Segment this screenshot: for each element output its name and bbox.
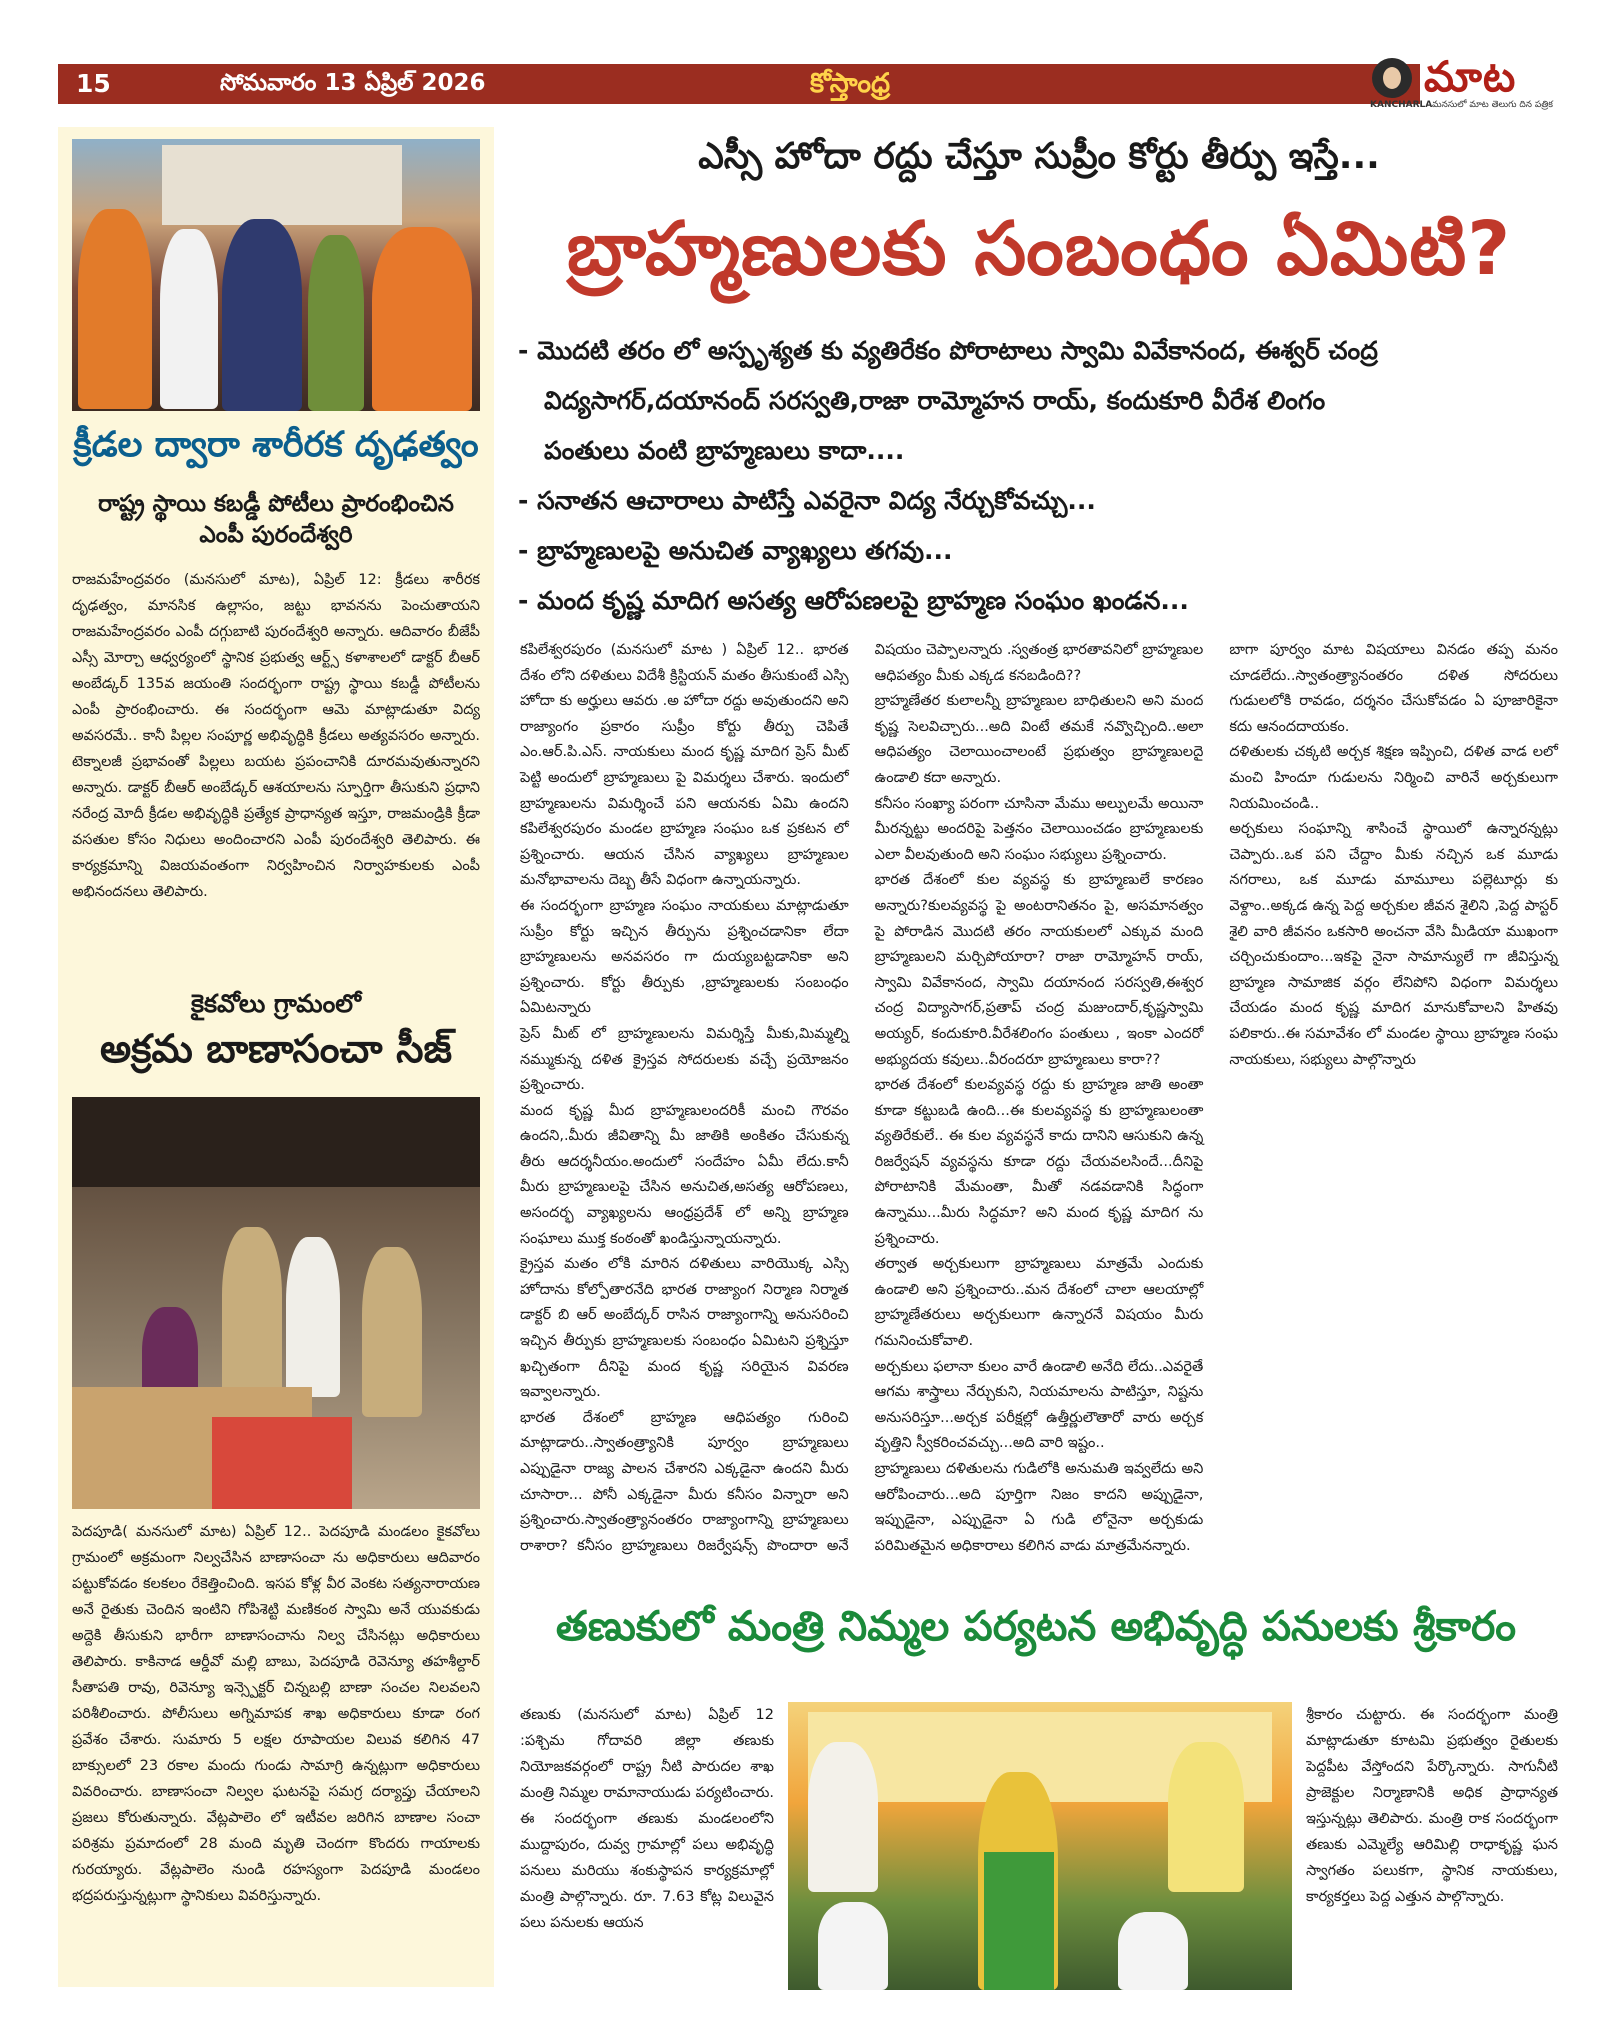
masthead-bar (58, 64, 1420, 104)
main-headline: బ్రాహ్మణులకు సంబంధం ఏమిటి? (566, 206, 1512, 292)
kabaddi-event-photo (72, 139, 480, 411)
article-paragraph: ప్రెస్ మీట్ లో బ్రాహ్మణులను విమర్శిస్తే మీకు,మిమ్మల్ని నమ్ముకున్న దళిత క్రైస్తవ సోదరులకు వచ్చే ప్రయోజనం ప్రశ్నించారు. (520, 1025, 849, 1094)
newspaper-logo (1370, 52, 1568, 112)
article-paragraph: మంద కృష్ణ మీద బ్రాహ్మణులందరికీ మంచి గౌరవం ఉందని,.మీరు జీవితాన్ని మీ జాతికి అంకితం చేసుకున్న తీరు ఆదర్శనీయం.అందులో సందేహం ఏమీ లేదు.కానీ మీరు బ్రాహ్మణులపై చేసిన అనుచిత,అసత్య ఆరోపణలు, అసందర్భ వ్యాఖ్యలను ఆంధ్రప్రదేశ్ లో అన్ని బ్రాహ్మణ సంఘాలు ముక్త కంఠంతో ఖండిస్తున్నాయన్నారు. (520, 1102, 849, 1247)
article-paragraph: భారత దేశంలో బ్రాహ్మణ ఆధిపత్యం గురించి మాట్లాడారు..స్వాతంత్ర్యానికి పూర్వం బ్రాహ్మణులు ఎప్పుడైనా రాజ్య పాలన చేశారని ఎక్కడైనా ఉందని మీరు చూసారా... పోనీ ఎక్కడైనా మీరు కనీసం విన్నారా అని ప్రశ్నించారు.స్వాతంత్ర్యానంతరం రాజ్యాంగాన్ని బ్రాహ్మణులు రాశారా? కనీసం బ్రాహ్మణులు రిజర్వేషన్స్ పొందారా అనే విషయం చెప్పాలన్నారు .స్వతంత్ర భారతావనిలో బ్రాహ్మణుల ఆధిపత్యం మీకు ఎక్కడ కనబడింది?? (520, 642, 1204, 1554)
logo-tagline: మనసులో మాట తెలుగు దిన పత్రిక (1432, 100, 1554, 110)
logo-name: మాట (1424, 52, 1517, 101)
left-column (58, 127, 494, 1987)
article-paragraph: దళితులకు చక్కటి అర్చక శిక్షణ ఇప్పించి, దళిత వాడ లలో మంచి హిందూ గుడులను నిర్మించి వారినే అర్చకులుగా నియమించండి.. (1229, 744, 1558, 812)
main-article-body (520, 638, 1558, 1582)
article-paragraph: బ్రాహ్మణులు దళితులను గుడిలోకి అనుమతి ఇవ్వలేదు అని ఆరోపించారు...అది పూర్తిగా నిజం కాదని అప్పుడైనా, ఇప్పుడైనా, ఎప్పుడైనా ఏ గుడి లోనైనా అర్చకుడు పరిమితమైన అధికారాలు కలిగిన వాడు మాత్రమేనన్నారు. (874, 1461, 1204, 1554)
article-paragraph: బ్రాహ్మణేతర కులాలన్నీ బ్రాహ్మణుల బాధితులని అని మంద కృష్ణ సెలవిచ్చారు...అది వింటే తమకే నవ్వొచ్చింది..అలా ఆధిపత్యం చెలాయించాలంటే ప్రభుత్వం బ్రాహ్మణులదై ఉండాలి కదా అన్నారు. (874, 693, 1204, 786)
article-paragraph: కపిలేశ్వరపురం (మనసులో మాట ) ఏప్రిల్ 12.. భారత దేశం లోని దళితులు విదేశీ క్రిస్టియన్ మతం తీసుకుంటే ఎస్సి హోదా కు అర్హులు ఆవరు .అ హోదా రద్దు అవుతుందని అని రాజ్యాంగం ప్రకారం సుప్రీం కోర్టు తీర్పు చెపితే ఎం.ఆర్.పి.ఎస్. నాయకులు మంద కృష్ణ మాదిగ ప్రెస్ మీట్ పెట్టి అందులో బ్రాహ్మణులు పై విమర్శలు చేశారు. ఇందులో బ్రాహ్మణులను విమర్శించే పని ఆయనకు ఏమి ఉందని కపిలేశ్వరపురం మండల బ్రాహ్మణ సంఘం ఒక ప్రకటన లో ప్రశ్నించారు. ఆయన చేసిన వ్యాఖ్యలు బ్రాహ్మణుల మనోభావాలను దెబ్బ తీసే విధంగా ఉన్నాయన్నారు. (520, 642, 849, 889)
article-paragraph: తర్వాత అర్చకులుగా బ్రాహ్మణులు మాత్రమే ఎందుకు ఉండాలి అని ప్రశ్నించారు..మన దేశంలో చాలా ఆలయాల్లో బ్రాహ్మణేతరులు అర్చకులుగా ఉన్నారనే విషయం మీరు గమనించుకోవాలి. (874, 1256, 1204, 1350)
sports-subhead: రాష్ట్ర స్థాయి కబడ్డీ పోటీలు ప్రారంభించిన ఎంపీ పురందేశ్వరి (98, 491, 454, 548)
highlight-bullet: - సనాతన ఆచారాలు పాటిస్తే ఎవరైనా విద్య నేర్చుకోవచ్చు... (518, 486, 1096, 515)
highlight-bullet: విద్యసాగర్,దయానంద్ సరస్వతి,రాజా రామ్మోహన రాయ్, కందుకూరి వీరేశ లింగం (544, 386, 1326, 415)
page-number: 15 (76, 69, 111, 98)
seizure-headline: అక్రమ బాణాసంచా సీజ్ (99, 1027, 453, 1072)
sports-article-body: రాజమహేంద్రవరం (మనసులో మాట), ఏప్రిల్ 12: క్రీడలు శారీరక దృఢత్వం, మానసిక ఉల్లాసం, జట్టు భావనను పెంచుతాయని రాజమహేంద్రవరం ఎంపీ దగ్గుబాటి పురందేశ్వరి అన్నారు. ఆదివారం బీజేపీ ఎస్సీ మోర్చా ఆధ్వర్యంలో స్థానిక ప్రభుత్వ ఆర్ట్స్ కళాశాలలో డాక్టర్ బీఆర్ అంబేడ్కర్ 135వ జయంతి సందర్భంగా రాష్ట్ర స్థాయి కబడ్డీ పోటీలను ఎంపీ ప్రారంభించారు. ఈ సందర్భంగా ఆమె మాట్లాడుతూ విద్య అవసరమే.. కానీ పిల్లల సంపూర్ణ అభివృద్ధికి క్రీడలు అత్యవసరం అన్నారు. టెక్నాలజీ ప్రభావంతో పిల్లలు బయట ప్రపంచానికి దూరమవుతున్నారని అన్నారు. డాక్టర్ బీఆర్ అంబేడ్కర్ ఆశయాలను స్ఫూర్తిగా తీసుకుని ప్రధాని నరేంద్ర మోదీ క్రీడల అభివృద్ధికి ప్రత్యేక ప్రాధాన్యత ఇస్తూ, రాజమండ్రికి క్రీడా వసతుల కోసం నిధులు అందించారని ఎంపీ పురందేశ్వరి తెలిపారు. ఈ కార్యక్రమాన్ని విజయవంతంగా నిర్వహించిన నిర్వాహకులకు ఎంపీ అభినందనలు తెలిపారు. (72, 572, 480, 900)
article-paragraph: అర్చకులు సంఘాన్ని శాసించే స్థాయిలో ఉన్నారన్నట్లు చెప్పారు..ఒక పని చేద్దాం మీకు నచ్చిన ఒక మూడు నగరాలు, ఒక మూడు మామూలు పల్లెటూర్లు కు వెళ్దాం..అక్కడ ఉన్న పెద్ద అర్చకుల జీవన శైలిని ,పెద్ద పాస్టర్ శైలి వారి జీవనం ఒకసారి అంచనా వేసి మీడియా ముఖంగా చర్చించుకుందాం...ఇకపై నైనా సామాన్యులే గా జీవిస్తున్న బ్రాహ్మణ సామాజిక వర్గం లేనిపోని విధంగా విమర్శలు చేయడం మంద కృష్ణ మాదిగ మానుకోవాలని హితవు పలికారు..ఈ సమావేశం లో మండల స్థాయి బ్రాహ్మణ సంఘ నాయకులు, సభ్యులు పాల్గొన్నారు (1229, 821, 1558, 1068)
founder-portrait-icon (1372, 58, 1412, 98)
tanuku-article-body-left: తణుకు (మనసులో మాట) ఏప్రిల్ 12 :పశ్చిమ గోదావరి జిల్లా తణుకు నియోజకవర్గంలో రాష్ట్ర నీటి పారుదల శాఖ మంత్రి నిమ్మల రామానాయుడు పర్యటించారు. ఈ సందర్భంగా తణుకు మండలంలోని ముద్దాపురం, దువ్వ గ్రామాల్లో పలు అభివృద్ధి పనులు మరియు శంకుస్థాపన కార్యక్రమాల్లో మంత్రి పాల్గొన్నారు. రూ. 7.63 కోట్ల విలువైన పలు పనులకు ఆయన (520, 1707, 774, 1931)
article-paragraph: బాగా పూర్వం మాట విషయాలు వినడం తప్ప మనం చూడలేదు..స్వాతంత్ర్యానంతరం దళిత సోదరులు గుడులలోకి రావడం, దర్శనం చేసుకోవడం ఏ పూజారికైనా కదు ఆనందదాయకం. (1229, 642, 1558, 735)
sports-headline: క్రీడల ద్వారా శారీరక దృఢత్వం (73, 425, 479, 465)
section-title: కోస్తాంధ్ర (810, 68, 891, 99)
seizure-subhead: కైకవోలు గ్రామంలో (190, 989, 362, 1018)
tanuku-headline: తణుకులో మంత్రి నిమ్మల పర్యటన అభివృద్ధి పనులకు శ్రీకారం (555, 1602, 1517, 1650)
article-paragraph: కనీసం సంఖ్యా పరంగా చూసినా మేము అల్పులమే అయినా మీరన్నట్టు అందరిపై పెత్తనం చెలాయించడం బ్రాహ్మణులకు ఎలా వీలవుతుంది అని సంఘం సభ్యులు ప్రశ్నించారు. (874, 795, 1204, 863)
issue-date: సోమవారం 13 ఏప్రిల్ 2026 (220, 70, 486, 96)
minister-event-photo (788, 1702, 1292, 1990)
article-paragraph: అర్చకులు ఫలానా కులం వారే ఉండాలి అనేది లేదు..ఎవరైతే ఆగమ శాస్త్రాలు నేర్చుకుని, నియమాలను పాటిస్తూ, నిష్టను అనుసరిస్తూ...అర్చక పరీక్షల్లో ఉత్తీర్ణులౌతారో వారు అర్చక వృత్తిని స్వీకరించవచ్చు...అది వారి ఇష్టం.. (874, 1358, 1204, 1452)
article-paragraph: క్రైస్తవ మతం లోకి మారిన దళితులు వారియొక్క ఎస్సి హోదాను కోల్పోతారనేది భారత రాజ్యాంగ నిర్మాణ నిర్మాత డాక్టర్ బి ఆర్ అంబేద్కర్ రాసిన రాజ్యాంగాన్ని అనుసరించి ఇచ్చిన తీర్పుకు బ్రాహ్మణులకు సంబంధం ఏమిటని ప్రశ్నిస్తూ ఖచ్చితంగా దీనిపై మంద కృష్ణ సరియైన వివరణ ఇవ్వాలన్నారు. (520, 1256, 849, 1401)
article-paragraph: ఈ సందర్భంగా బ్రాహ్మణ సంఘం నాయకులు మాట్లాడుతూ సుప్రీం కోర్టు ఇచ్చిన తీర్పును ప్రశ్నించడానికా లేదా బ్రాహ్మణులను అనవసరం గా దుయ్యబట్టడానికా అని ప్రశ్నించారు. కోర్టు తీర్పుకు ,బ్రాహ్మణులకు సంబంధం ఏమిటన్నారు (520, 897, 849, 1017)
article-paragraph: భారత దేశంలో కుల వ్యవస్థ కు బ్రాహ్మణులే కారణం అన్నారు?కులవ్యవస్థ పై అంటరానితనం పై, అసమానత్వం పై పోరాడిన మొదటి తరం నాయకులలో ఎక్కువ మంది బ్రాహ్మణులని మర్చిపోయారా? రాజా రామ్మోహన్ రాయ్, స్వామి వివేకానంద, స్వామి దయానంద సరస్వతి,ఈశ్వర చంద్ర విద్యాసాగర్,ప్రతాప్ చంద్ర మజుందార్,కృష్ణస్వామి అయ్యర్, కందుకూరి.వీరేశలింగం పంతులు , ఇంకా ఎందరో అభ్యుదయ కవులు..వీరందరూ బ్రాహ్మణులు కారా?? (874, 872, 1204, 1068)
fireworks-seizure-photo (72, 1097, 480, 1509)
main-kicker: ఎస్సీ హోదా రద్దు చేస్తూ సుప్రీం కోర్టు తీర్పు ఇస్తే... (698, 136, 1380, 177)
highlight-bullet: పంతులు వంటి బ్రాహ్మణులు కాదా.... (544, 436, 905, 465)
highlight-bullet: - మంద కృష్ణ మాదిగ అసత్య ఆరోపణలపై బ్రాహ్మణ సంఘం ఖండన... (518, 586, 1189, 615)
seizure-article-body: పెదపూడి( మనసులో మాట) ఏప్రిల్ 12.. పెదపూడి మండలం కైకవోలు గ్రామంలో అక్రమంగా నిల్వచేసిన బాణాసంచా ను అధికారులు ఆదివారం పట్టుకోవడం కలకలం రేకెత్తించింది. ఇసప కోళ్ల వీర వెంకట సత్యనారాయణ అనే రైతుకు చెందిన ఇంటిని గోపిశెట్టి మణికంఠ స్వామి అనే యువకుడు అద్దెకి తీసుకుని భారీగా బాణాసంచాను నిల్వ చేసినట్లు అధికారులు తెలిపారు. కాకినాడ ఆర్డీవో మల్లి బాబు, పెదపూడి రెవెన్యూ తహశీల్దార్ సీతాపతి రావు, రివెన్యూ ఇన్స్పెక్టర్ చిన్నబల్లి బాణా సంచల నిలవలని పరిశీలించారు. పోలీసులు అగ్నిమాపక శాఖ అధికారులు కూడా రంగ ప్రవేశం చేశారు. సుమారు 5 లక్షల రూపాయల విలువ కలిగిన 47 బాక్సులలో 23 రకాల మందు గుండు సామాగ్రి ఉన్నట్లుగా అధికారులు వివరించారు. బాణాసంచా నిల్వల ఘటనపై సమగ్ర దర్యాప్తు చేయాలని ప్రజలు కోరుతున్నారు. వేట్లపాలెం లో ఇటీవల జరిగిన బాణాల సంచా పరిశ్రమ ప్రమాదంలో 28 మంది మృతి చెందగా కొందరు గాయాలకు గురయ్యారు. వేట్లపాలెం నుండి రహస్యంగా పెదపూడి మండలం భద్రపరుస్తున్నట్లుగా స్థానికులు వివరిస్తున్నారు. (72, 1524, 480, 1904)
article-paragraph: భారత దేశంలో కులవ్యవస్థ రద్దు కు బ్రాహ్మణ జాతి అంతా కూడా కట్టుబడి ఉంది...ఈ కులవ్యవస్థ కు బ్రాహ్మణులంతా వ్యతిరేకులే.. ఈ కుల వ్యవస్థనే కాదు దానిని ఆసుకుని ఉన్న రిజర్వేషన్ వ్యవస్థను కూడా రద్దు చేయవలసిందే...దీనిపై పోరాటానికి మేమంతా, మీతో నడవడానికి సిద్ధంగా ఉన్నాము...మీరు సిద్ధమా? అని మంద కృష్ణ మాదిగ ను ప్రశ్నించారు. (874, 1077, 1204, 1247)
tanuku-article-body-right: శ్రీకారం చుట్టారు. ఈ సందర్భంగా మంత్రి మాట్లాడుతూ కూటమి ప్రభుత్వం రైతులకు పెద్దపీట వేస్తోందని పేర్కొన్నారు. సాగునీటి ప్రాజెక్టుల నిర్మాణానికి అధిక ప్రాధాన్యత ఇస్తున్నట్లు తెలిపారు. మంత్రి రాక సందర్భంగా తణుకు ఎమ్మెల్యే ఆరిమిల్లి రాధాకృష్ణ ఘన స్వాగతం పలుకగా, స్థానిక నాయకులు, కార్యకర్తలు పెద్ద ఎత్తున పాల్గొన్నారు. (1306, 1707, 1558, 1905)
highlight-bullets (518, 330, 1558, 630)
highlight-bullet: - మొదటి తరం లో అస్పృశ్యత కు వ్యతిరేకం పోరాటాలు స్వామి వివేకానంద, ఈశ్వర్ చంద్ర (518, 336, 1378, 365)
logo-caption: KANCHARLA (1370, 100, 1433, 110)
highlight-bullet: - బ్రాహ్మణులపై అనుచిత వ్యాఖ్యలు తగవు... (518, 536, 953, 565)
